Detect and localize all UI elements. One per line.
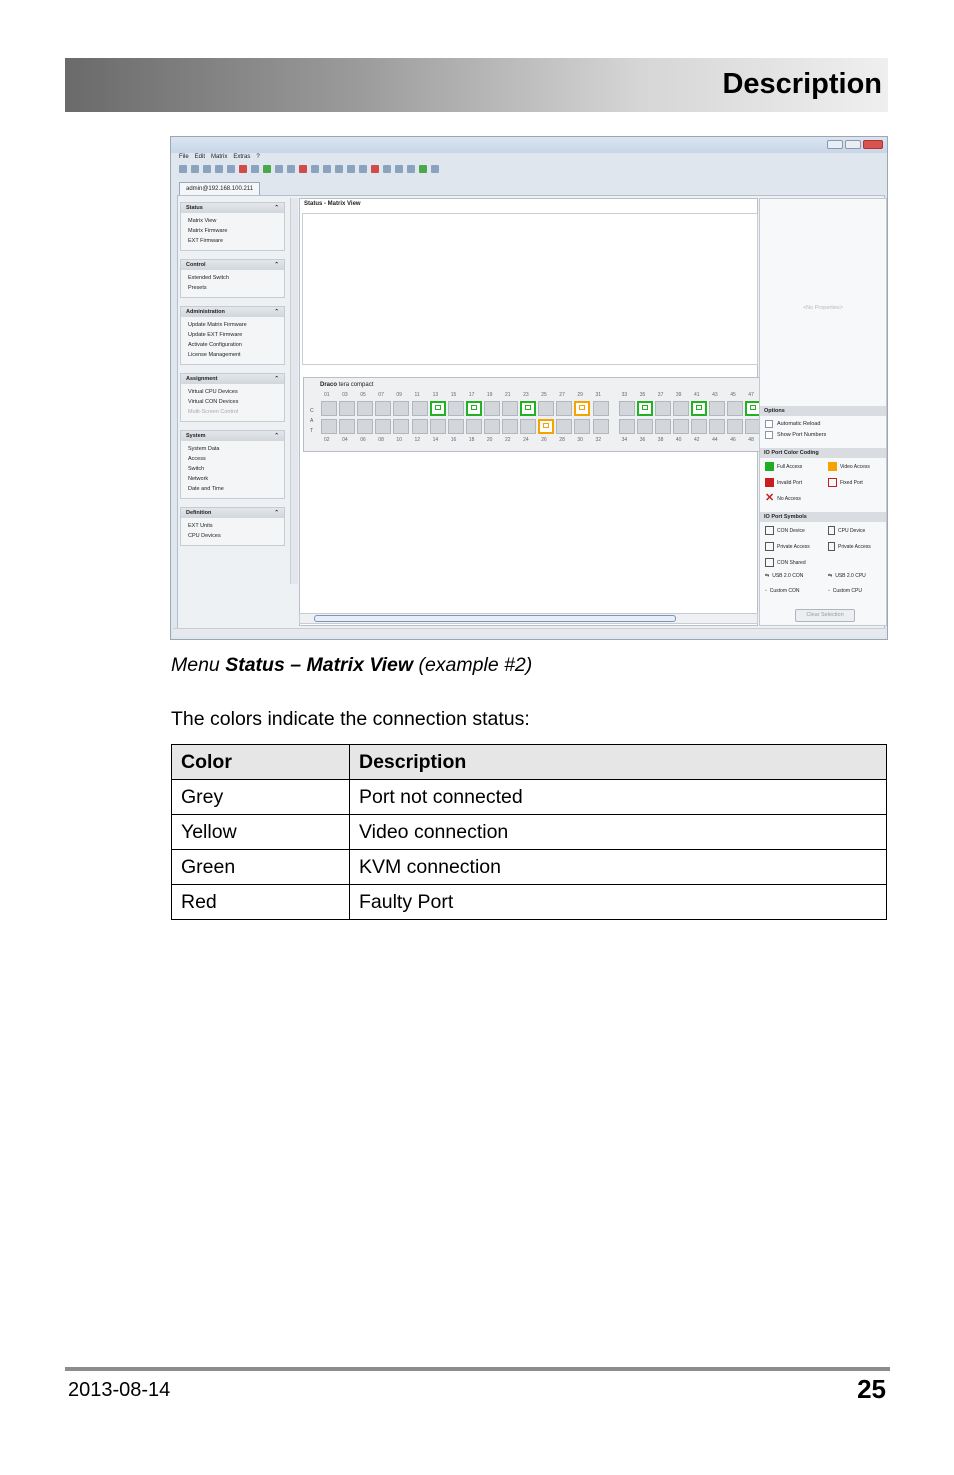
- no-properties-text: <No Properties>: [802, 305, 844, 311]
- port-number: 40: [675, 437, 682, 443]
- sidebar-group-title: Definition: [186, 510, 212, 516]
- toolbar-icon[interactable]: [323, 165, 331, 173]
- port-38[interactable]: [655, 419, 671, 434]
- legend-fixed-port: [828, 478, 863, 487]
- port-22[interactable]: [502, 419, 518, 434]
- green-swatch: [765, 462, 774, 471]
- sidebar-group-items: [181, 317, 284, 364]
- port-number: 01: [324, 392, 330, 398]
- caption-menu-path: Status – Matrix View: [225, 654, 414, 676]
- port-19[interactable]: [484, 401, 500, 416]
- symbol-private-access-con: [765, 542, 810, 551]
- screenshot-matrix-view: [170, 136, 888, 640]
- monitor-icon: [525, 405, 531, 410]
- port-12[interactable]: [412, 419, 428, 434]
- sidebar-item[interactable]: Multi-Screen Control: [188, 409, 239, 415]
- sidebar-item[interactable]: Extended Switch: [188, 275, 229, 281]
- sidebar-group-status: [180, 202, 285, 251]
- sidebar-group-title: Control: [186, 262, 206, 268]
- port-32[interactable]: [593, 419, 609, 434]
- scrollbar-thumb[interactable]: [314, 615, 676, 622]
- symbol-label: CPU Device: [838, 527, 866, 534]
- port-number: 29: [577, 392, 583, 398]
- symbol-label: Private Access: [777, 543, 810, 550]
- table-header-row: [172, 745, 887, 780]
- checkbox[interactable]: [765, 420, 773, 428]
- maximize-icon[interactable]: [845, 140, 861, 149]
- menu-bar: [179, 154, 260, 160]
- checkbox[interactable]: [765, 431, 773, 439]
- port-number: 24: [523, 437, 529, 443]
- sidebar-item[interactable]: EXT Units: [188, 523, 213, 529]
- port-number: 22: [505, 437, 511, 443]
- column-header-description: Description: [350, 745, 887, 780]
- port-number: 04: [342, 437, 348, 443]
- symbol-con-shared: [765, 558, 806, 567]
- toolbar-icon[interactable]: [299, 165, 307, 173]
- port-43[interactable]: [709, 401, 725, 416]
- symbol-label: Custom CON: [769, 588, 800, 594]
- port-02[interactable]: [321, 419, 337, 434]
- port-number: 19: [486, 392, 493, 398]
- figure-caption: [171, 654, 532, 677]
- properties-panel: [759, 198, 887, 626]
- port-25[interactable]: [538, 401, 554, 416]
- port-number: 15: [450, 392, 457, 398]
- collapse-icon[interactable]: ⌃: [274, 433, 279, 439]
- legend-video-access: [828, 462, 870, 471]
- caption-prefix: Menu: [171, 654, 226, 676]
- port-number: 20: [486, 437, 493, 443]
- symbol-custom-cpu: [828, 588, 862, 594]
- port-number: 44: [712, 437, 718, 443]
- port-07[interactable]: [375, 401, 391, 416]
- sidebar-item[interactable]: Virtual CON Devices: [188, 399, 239, 405]
- table-row: [172, 885, 887, 920]
- toolbar-icon[interactable]: [203, 165, 211, 173]
- shared-monitor-icon: [765, 558, 774, 567]
- port-15[interactable]: [448, 401, 464, 416]
- toolbar-icon[interactable]: [239, 165, 247, 173]
- sidebar-group-control: [180, 259, 285, 298]
- cell-color: Yellow: [172, 815, 350, 850]
- port-number: 16: [450, 437, 457, 443]
- computer-icon: [828, 526, 835, 535]
- port-36[interactable]: [637, 419, 653, 434]
- port-16[interactable]: [448, 419, 464, 434]
- toolbar-icon[interactable]: [359, 165, 367, 173]
- header-band: [65, 58, 888, 112]
- port-number: 32: [595, 437, 602, 443]
- matrix-name: [320, 382, 373, 388]
- port-31[interactable]: [593, 401, 609, 416]
- legend-invalid-port: [765, 478, 802, 487]
- sidebar-group-system: [180, 430, 285, 499]
- collapse-icon[interactable]: ⌃: [274, 309, 279, 315]
- legend-full-access: [765, 462, 802, 471]
- port-37[interactable]: [655, 401, 671, 416]
- cat-letter: C: [310, 408, 314, 414]
- cat-label: [310, 406, 314, 436]
- symbol-label: CON Shared: [777, 559, 806, 566]
- toolbar-icon[interactable]: [407, 165, 415, 173]
- port-30[interactable]: [574, 419, 590, 434]
- menu-extras[interactable]: Extras: [233, 154, 251, 160]
- sidebar-group-header[interactable]: [181, 508, 284, 518]
- legend-label: Fixed Port: [840, 479, 863, 486]
- port-08[interactable]: [375, 419, 391, 434]
- port-number: 11: [414, 392, 420, 398]
- symbol-con-device: [765, 526, 805, 535]
- symbol-label: USB 2.0 CON: [772, 573, 804, 579]
- symbol-usb-cpu: [828, 573, 866, 579]
- collapse-icon[interactable]: ⌃: [274, 262, 279, 268]
- toolbar-icon[interactable]: [347, 165, 355, 173]
- port-34[interactable]: [619, 419, 635, 434]
- toolbar-icon[interactable]: [263, 165, 271, 173]
- port-number: 12: [414, 437, 421, 443]
- port-number: 34: [621, 437, 628, 443]
- column-header-color: Color: [172, 745, 350, 780]
- sidebar-group-header[interactable]: [181, 374, 284, 384]
- symbol-label: Custom CPU: [832, 588, 862, 594]
- port-21[interactable]: [502, 401, 518, 416]
- sidebar-scrollbar[interactable]: [290, 198, 298, 584]
- port-24[interactable]: [520, 419, 536, 434]
- automatic-reload-option[interactable]: [765, 420, 820, 428]
- port-10[interactable]: [393, 419, 409, 434]
- caption-suffix: (example #2): [413, 654, 533, 676]
- legend-label: Video Access: [840, 463, 870, 470]
- symbol-usb-con: [765, 573, 803, 579]
- legend-no-access: [765, 494, 801, 503]
- table-row: [172, 780, 887, 815]
- sidebar-item[interactable]: CPU Devices: [188, 533, 221, 539]
- sidebar-item[interactable]: Update EXT Firmware: [188, 332, 243, 338]
- sidebar-item[interactable]: Access: [188, 456, 206, 462]
- port-35[interactable]: [637, 401, 653, 416]
- port-45[interactable]: [727, 401, 743, 416]
- sidebar-item[interactable]: License Management: [188, 352, 241, 358]
- port-01[interactable]: [321, 401, 337, 416]
- sidebar-item[interactable]: System Data: [188, 446, 220, 452]
- monitor-icon: [435, 405, 441, 410]
- port-number: 37: [657, 392, 664, 398]
- port-number: 33: [621, 392, 628, 398]
- sidebar-group-header[interactable]: [181, 431, 284, 441]
- port-number: 35: [639, 392, 646, 398]
- monitor-icon: [750, 405, 756, 410]
- port-number: 43: [712, 392, 718, 398]
- port-09[interactable]: [393, 401, 409, 416]
- show-port-numbers-option[interactable]: [765, 431, 826, 439]
- status-bar: [173, 628, 885, 637]
- port-number: 17: [468, 392, 475, 398]
- port-39[interactable]: [673, 401, 689, 416]
- page-title: Description: [722, 68, 882, 100]
- sidebar-item[interactable]: Network: [188, 476, 209, 482]
- matrix-model: tera compact: [338, 382, 374, 388]
- port-28[interactable]: [556, 419, 572, 434]
- port-06[interactable]: [357, 419, 373, 434]
- port-number: 26: [541, 437, 547, 443]
- sidebar-item[interactable]: Presets: [188, 285, 207, 291]
- port-46[interactable]: [727, 419, 743, 434]
- sidebar-item[interactable]: Virtual CPU Devices: [188, 389, 238, 395]
- monitor-icon: [642, 405, 648, 410]
- port-number: 21: [505, 392, 511, 398]
- orange-swatch: [828, 462, 837, 471]
- port-number: 18: [468, 437, 475, 443]
- toolbar-icon[interactable]: [371, 165, 379, 173]
- port-03[interactable]: [339, 401, 355, 416]
- legend-label: Full Access: [777, 463, 803, 470]
- legend-label: No Access: [777, 495, 801, 502]
- port-40[interactable]: [673, 419, 689, 434]
- sidebar-group-assignment: [180, 373, 285, 422]
- toolbar-icon[interactable]: [431, 165, 439, 173]
- symbol-private-access-cpu: [828, 542, 871, 551]
- symbol-custom-con: [765, 588, 800, 594]
- cell-description: Faulty Port: [350, 885, 887, 920]
- legend-label: Invalid Port: [777, 479, 803, 486]
- port-number: 31: [595, 392, 602, 398]
- port-number: 25: [541, 392, 547, 398]
- port-number: 08: [378, 437, 384, 443]
- sidebar-item[interactable]: Matrix View: [188, 218, 217, 224]
- usb-icon: ⇆: [765, 573, 770, 579]
- sidebar-group-title: System: [186, 433, 206, 439]
- toolbar-icon[interactable]: [287, 165, 295, 173]
- toolbar-icon[interactable]: [395, 165, 403, 173]
- toolbar-icon[interactable]: [419, 165, 427, 173]
- cell-color: Grey: [172, 780, 350, 815]
- sidebar-group-items: [181, 270, 284, 297]
- port-symbols-header: IO Port Symbols: [760, 512, 886, 522]
- sidebar-group-title: Assignment: [186, 376, 218, 382]
- sidebar-group-items: [181, 441, 284, 498]
- sidebar-group-items: [181, 213, 284, 250]
- port-20[interactable]: [484, 419, 500, 434]
- port-number: 30: [577, 437, 583, 443]
- close-icon[interactable]: [863, 140, 883, 149]
- horizontal-scrollbar[interactable]: [299, 613, 758, 624]
- toolbar-icon[interactable]: [311, 165, 319, 173]
- custom-icon: ▫: [765, 588, 767, 594]
- symbol-label: CON Device: [777, 527, 805, 534]
- port-33[interactable]: [619, 401, 635, 416]
- monitor-icon: [765, 526, 774, 535]
- toolbar-icon[interactable]: [215, 165, 223, 173]
- matrix-brand: Draco: [320, 382, 338, 388]
- port-number: 38: [657, 437, 664, 443]
- symbol-cpu-device: [828, 526, 865, 535]
- sidebar-item[interactable]: EXT Firmware: [188, 238, 224, 244]
- toolbar: [179, 165, 439, 173]
- port-number: 05: [360, 392, 366, 398]
- monitor-icon: [696, 405, 702, 410]
- toolbar-icon[interactable]: [191, 165, 199, 173]
- footer-date: 2013-08-14: [68, 1379, 171, 1401]
- table-row: [172, 850, 887, 885]
- port-number: 28: [559, 437, 565, 443]
- cat-letter: T: [310, 428, 314, 434]
- port-number: 23: [523, 392, 529, 398]
- page-number: 25: [857, 1374, 886, 1404]
- port-number: 09: [396, 392, 402, 398]
- port-26[interactable]: [538, 419, 554, 434]
- sidebar-group-header[interactable]: [181, 307, 284, 317]
- toolbar-icon[interactable]: [275, 165, 283, 173]
- menu-file[interactable]: File: [179, 154, 189, 160]
- collapse-icon[interactable]: ⌃: [274, 205, 279, 211]
- port-number: 02: [324, 437, 330, 443]
- port-44[interactable]: [709, 419, 725, 434]
- menu-edit[interactable]: Edit: [194, 154, 206, 160]
- port-42[interactable]: [691, 419, 707, 434]
- port-04[interactable]: [339, 419, 355, 434]
- sidebar-group-items: [181, 518, 284, 545]
- monitor-icon: [543, 423, 549, 428]
- color-status-table: [171, 744, 887, 920]
- port-number: 41: [694, 392, 700, 398]
- sidebar-group-definition: [180, 507, 285, 546]
- port-number: 07: [378, 392, 384, 398]
- sidebar-group-header[interactable]: [181, 260, 284, 270]
- cell-description: Port not connected: [350, 780, 887, 815]
- port-18[interactable]: [466, 419, 482, 434]
- port-number: 46: [730, 437, 736, 443]
- options-header: Options: [760, 406, 886, 416]
- port-23[interactable]: [520, 401, 536, 416]
- port-number: 13: [432, 392, 439, 398]
- symbol-label: Private Access: [838, 543, 871, 550]
- symbol-label: USB 2.0 CPU: [835, 573, 866, 579]
- port-13[interactable]: [430, 401, 446, 416]
- toolbar-icon[interactable]: [383, 165, 391, 173]
- clear-selection-button[interactable]: Clear Selection: [795, 609, 855, 622]
- port-number: 48: [748, 437, 754, 443]
- toolbar-icon[interactable]: [335, 165, 343, 173]
- cat-letter: A: [310, 418, 314, 424]
- matrix-view-title: Status - Matrix View: [304, 201, 361, 207]
- red-outline-swatch: [828, 478, 837, 487]
- option-label: Show Port Numbers: [777, 432, 827, 438]
- port-17[interactable]: [466, 401, 482, 416]
- usb-icon: ⇆: [828, 573, 833, 579]
- menu-matrix[interactable]: Matrix: [211, 154, 228, 160]
- port-29[interactable]: [574, 401, 590, 416]
- matrix-canvas: [302, 213, 758, 365]
- custom-icon: ▫: [828, 588, 830, 594]
- port-number: 27: [559, 392, 565, 398]
- sidebar-item[interactable]: Activate Configuration: [188, 342, 242, 348]
- sidebar-group-administration: [180, 306, 285, 365]
- red-x-icon: ✕: [765, 492, 775, 504]
- sidebar-group-header[interactable]: [181, 203, 284, 213]
- sidebar-group-title: Status: [186, 205, 203, 211]
- cell-color: Red: [172, 885, 350, 920]
- collapse-icon[interactable]: ⌃: [274, 376, 279, 382]
- sidebar-item[interactable]: Date and Time: [188, 486, 224, 492]
- table-row: [172, 815, 887, 850]
- monitor-icon: [471, 405, 477, 410]
- port-14[interactable]: [430, 419, 446, 434]
- collapse-icon[interactable]: ⌃: [274, 510, 279, 516]
- sidebar-group-title: Administration: [186, 309, 225, 315]
- private-monitor-icon: [765, 542, 774, 551]
- port-number: 10: [396, 437, 402, 443]
- port-number: 06: [360, 437, 366, 443]
- cell-color: Green: [172, 850, 350, 885]
- menu-help[interactable]: ?: [256, 154, 260, 160]
- port-05[interactable]: [357, 401, 373, 416]
- port-41[interactable]: [691, 401, 707, 416]
- sidebar-item[interactable]: Update Matrix Firmware: [188, 322, 247, 328]
- toolbar-icon[interactable]: [227, 165, 235, 173]
- minimize-icon[interactable]: [827, 140, 843, 149]
- monitor-icon: [579, 405, 585, 410]
- port-number: 03: [342, 392, 348, 398]
- window-titlebar: [171, 137, 887, 153]
- footer-rule: [65, 1367, 890, 1371]
- port-27[interactable]: [556, 401, 572, 416]
- toolbar-icon[interactable]: [179, 165, 187, 173]
- sidebar: [180, 202, 285, 554]
- sidebar-item[interactable]: Matrix Firmware: [188, 228, 228, 234]
- color-coding-header: IO Port Color Coding: [760, 448, 886, 458]
- port-number: 39: [675, 392, 682, 398]
- cell-description: Video connection: [350, 815, 887, 850]
- matrix-panel: [303, 377, 760, 452]
- port-11[interactable]: [412, 401, 428, 416]
- port-number: 45: [730, 392, 736, 398]
- option-label: Automatic Reload: [777, 421, 821, 427]
- red-swatch: [765, 478, 774, 487]
- sidebar-item[interactable]: Switch: [188, 466, 205, 472]
- connection-tab[interactable]: admin@192.168.100.211: [179, 182, 260, 195]
- toolbar-icon[interactable]: [251, 165, 259, 173]
- cell-description: KVM connection: [350, 850, 887, 885]
- port-number: 42: [694, 437, 700, 443]
- port-number: 14: [432, 437, 439, 443]
- private-computer-icon: [828, 542, 835, 551]
- port-number: 47: [748, 392, 754, 398]
- intro-text: The colors indicate the connection status:: [171, 708, 530, 730]
- port-number: 36: [639, 437, 646, 443]
- sidebar-group-items: [181, 384, 284, 421]
